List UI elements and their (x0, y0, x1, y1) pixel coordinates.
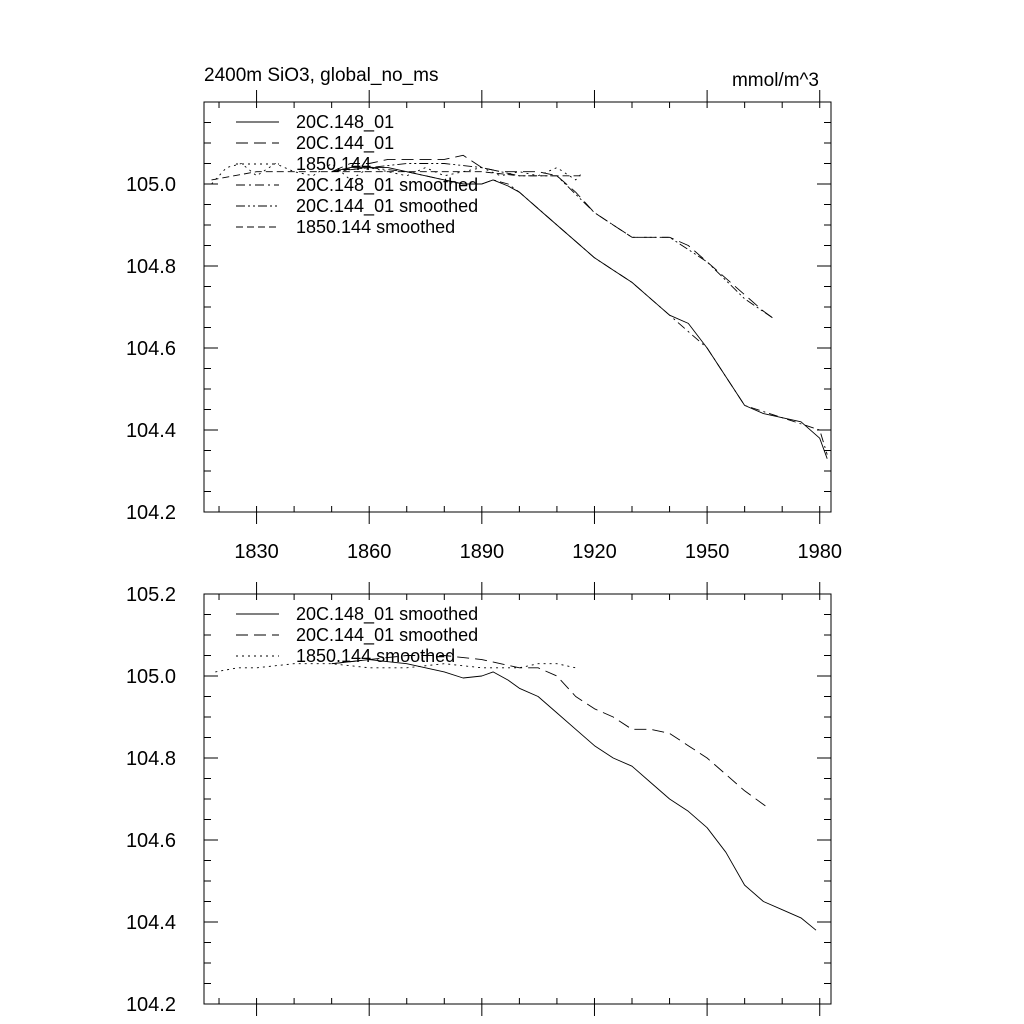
y-tick-label: 104.6 (125, 338, 176, 360)
x-tick-label: 1950 (684, 541, 730, 563)
legend-label: 1850.144 smoothed (296, 646, 456, 666)
legend-label: 20C.144_01 smoothed (296, 625, 479, 645)
y-tick-label: 104.2 (125, 994, 176, 1016)
legend-label: 20C.148_01 smoothed (296, 604, 479, 624)
series-line-20c-144-01-smoothed (332, 656, 768, 808)
bottom-panel (126, 582, 831, 1016)
x-tick-label: 1860 (346, 541, 392, 563)
y-tick-label: 104.2 (125, 502, 176, 524)
legend-label: 20C.144_01 (296, 133, 395, 153)
legend-label: 20C.144_01 smoothed (296, 196, 479, 216)
y-tick-label: 105.0 (125, 666, 176, 688)
x-tick-label: 1920 (572, 541, 617, 563)
legend-label: 1850.144 smoothed (296, 217, 456, 237)
y-tick-label: 105.0 (125, 174, 176, 196)
x-tick-label: 1890 (459, 541, 505, 563)
x-tick-label: 1830 (234, 541, 279, 563)
top-panel (126, 90, 842, 563)
y-tick-label: 104.6 (125, 830, 176, 852)
x-tick-label: 1980 (797, 541, 842, 563)
legend-label: 1850.144 (296, 154, 372, 174)
chart-title: 2400m SiO3, global_no_ms (204, 65, 439, 86)
legend-label: 20C.148_01 (296, 112, 395, 132)
y-tick-label: 104.4 (125, 420, 176, 442)
y-tick-label: 104.8 (125, 748, 176, 770)
legend-label: 20C.148_01 smoothed (296, 175, 479, 195)
series-line-20c-148-01-smoothed (332, 660, 816, 931)
y-tick-label: 105.2 (125, 584, 176, 606)
y-tick-label: 104.8 (125, 256, 176, 278)
y-tick-label: 104.4 (125, 912, 176, 934)
units-label: mmol/m^3 (731, 70, 819, 91)
